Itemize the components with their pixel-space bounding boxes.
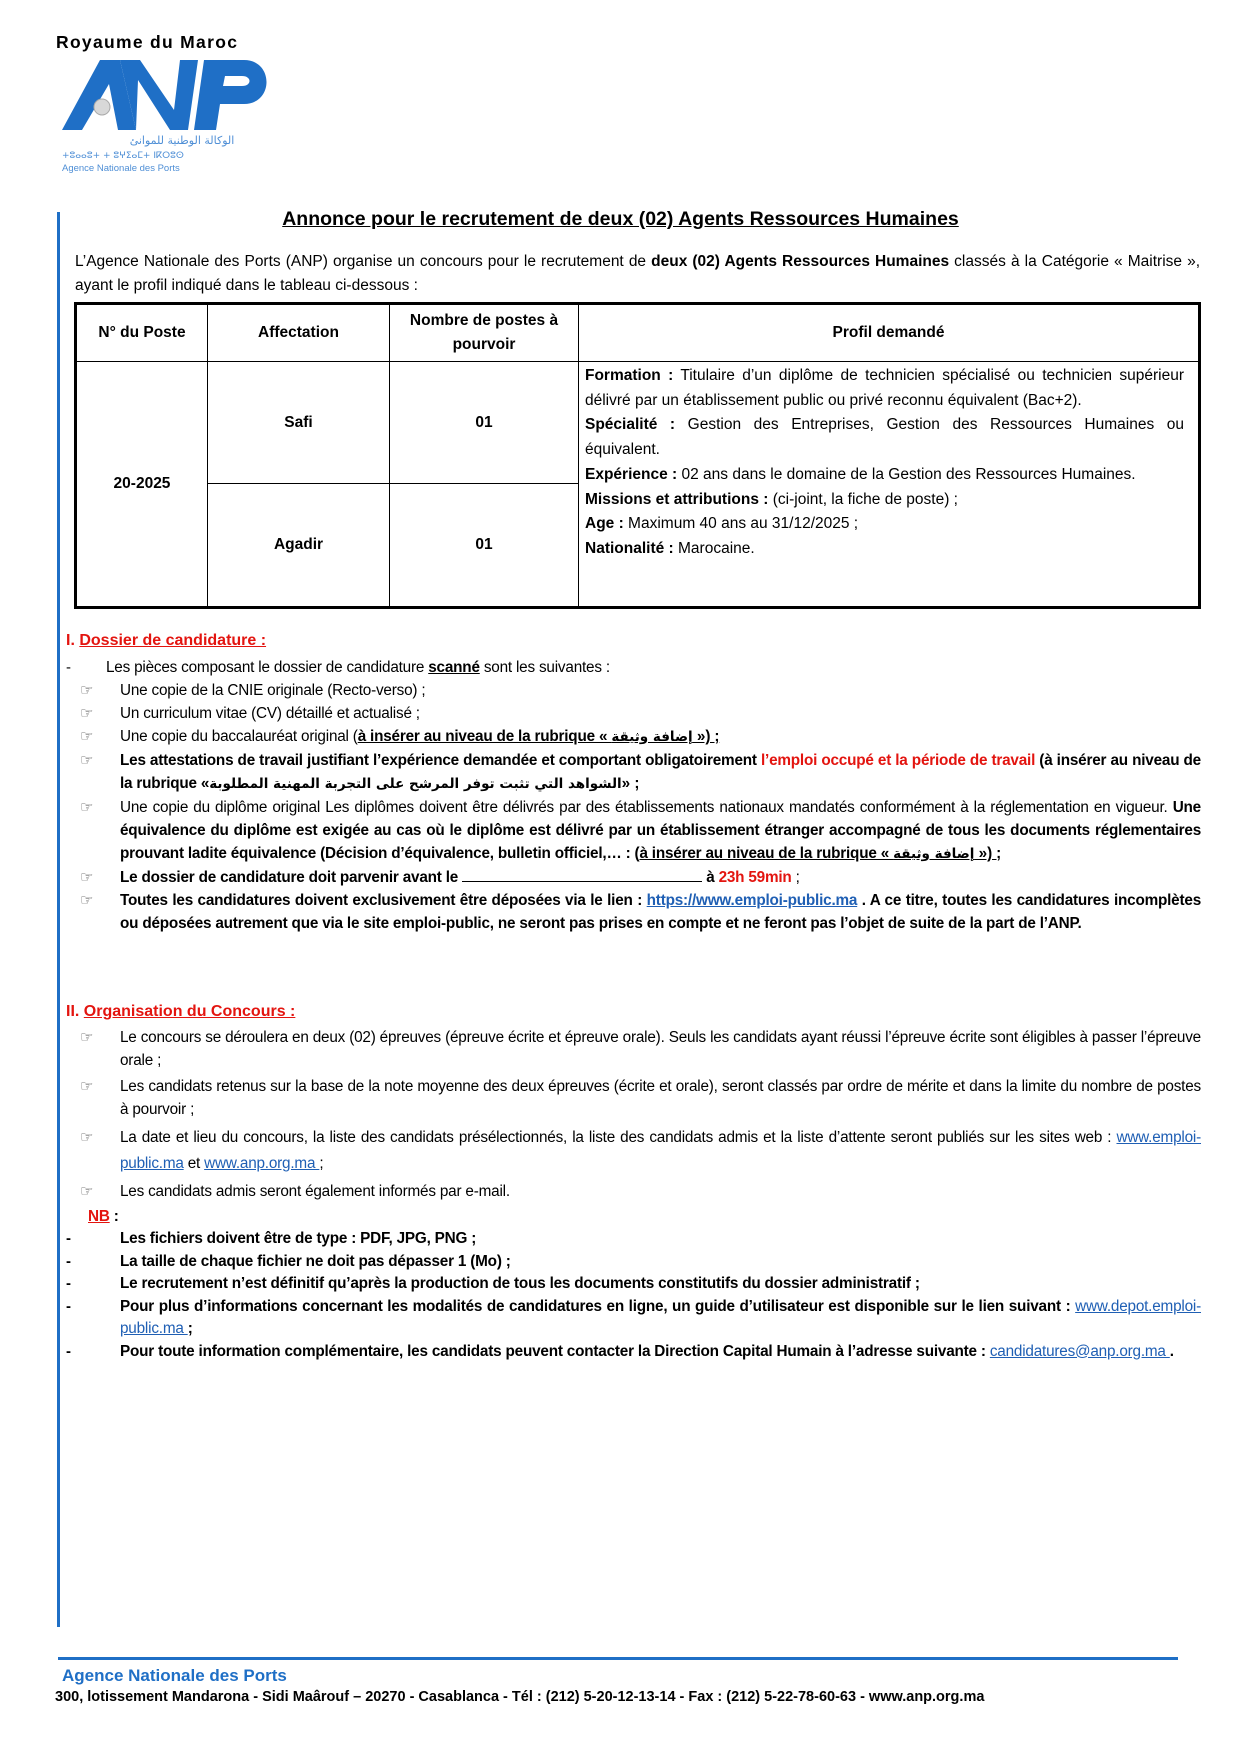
list-item: - Les fichiers doivent être de type : PDF, JPG, PNG ; bbox=[66, 1230, 477, 1247]
affectation-cell: Agadir bbox=[208, 484, 390, 608]
list-item: ☞ Une copie du baccalauréat original (à insérer au niveau de la rubrique « إضافة وثيقة ») ; bbox=[66, 725, 1201, 749]
list-item: ☞ Le concours se déroulera en deux (02) épreuves (épreuve écrite et épreuve orale). Seuls les candidats ayant réussi l’épreuve écrite sont éligibles à passer l’épreuve orale ; bbox=[80, 1029, 1201, 1069]
list-item: ☞ Un curriculum vitae (CV) détaillé et actualisé ; bbox=[66, 702, 1201, 725]
list-item: ☞ La date et lieu du concours, la liste des candidats présélectionnés, la liste des candidats admis et la liste d’attente seront publiés sur les sites web : www.emploi-public.ma et www.anp.org.ma ; bbox=[66, 1125, 1201, 1177]
hand-pointer-icon: ☞ bbox=[80, 752, 94, 769]
hand-pointer-icon: ☞ bbox=[80, 705, 94, 722]
page-title: Annonce pour le recrutement de deux (02) Agents Ressources Humaines bbox=[282, 208, 959, 230]
kingdom-label: Royaume du Maroc bbox=[56, 32, 239, 52]
intro-paragraph: L’Agence Nationale des Ports (ANP) organise un concours pour le recrutement de deux (02) Agents Ressources Humaines classés à la Catégorie « Maitrise », ayant le profil indiqué dans le tableau ci-dessous : bbox=[75, 253, 1201, 294]
profil-formation: Formation : Titulaire d’un diplôme de technicien spécialisé ou technicien supérieur délivré par un établissement public ou privé reconnu équivalent (Bac+2). bbox=[585, 367, 1184, 409]
hand-pointer-icon: ☞ bbox=[80, 1029, 94, 1046]
affectation-cell: Safi bbox=[208, 362, 390, 484]
section-heading-organisation: II. Organisation du Concours : bbox=[66, 1003, 296, 1020]
depot-guide-link[interactable]: www.depot.emploi-public.ma bbox=[120, 1297, 1201, 1337]
footer-address: 300, lotissement Mandarona - Sidi Maârouf – 20270 - Casablanca - Tél : (212) 5-20-12-13-14 - Fax : (212) 5-22-78-60-63 - www.anp.org.ma bbox=[55, 1689, 985, 1705]
nombre-cell: 01 bbox=[390, 484, 579, 608]
list-item: - Le recrutement n’est définitif qu’après la production de tous les documents constitutifs du dossier administratif ; bbox=[66, 1275, 920, 1292]
list-item: ☞ Les attestations de travail justifiant l’expérience demandée et comportant obligatoirement l’emploi occupé et la période de travail (à insérer au niveau de la rubrique «الشواهد التي تثبت توفر المرشح على التجربة المهنية المطلوبة» ; bbox=[66, 749, 1201, 796]
section-organisation-body bbox=[66, 1027, 1201, 1363]
hand-pointer-icon: ☞ bbox=[80, 1078, 94, 1095]
list-item: - Les pièces composant le dossier de candidature scanné sont les suivantes : bbox=[66, 659, 610, 676]
emploi-public-link[interactable]: www.emploi-public.ma bbox=[120, 1129, 1201, 1172]
col-header-nombre: Nombre de postes à pourvoir bbox=[390, 304, 579, 362]
col-header-profil: Profil demandé bbox=[579, 304, 1200, 362]
hand-pointer-icon: ☞ bbox=[80, 799, 94, 816]
list-item: ☞ Une copie du diplôme original Les diplômes doivent être délivrés par des établissements nationaux mandatés conformément à la réglementation en vigueur. Une équivalence du diplôme est exigée au cas où le diplôme est délivré par un établissement étranger accompagné de tous les documents réglementaires prouvant ladite équivalence (Décision d’équivalence, bulletin officiel,… : (à insérer au niveau de la rubrique « إضافة وثيقة ») ; bbox=[66, 796, 1201, 866]
col-header-poste: N° du Poste bbox=[76, 304, 208, 362]
profil-nationalite: Nationalité : Marocaine. bbox=[585, 539, 755, 557]
hand-pointer-icon: ☞ bbox=[80, 892, 94, 909]
poste-number: 20-2025 bbox=[76, 362, 208, 608]
table-header-row bbox=[76, 304, 1200, 362]
svg-text:الوكالة الوطنية للموانئ: الوكالة الوطنية للموانئ bbox=[129, 134, 235, 147]
list-item: - Pour toute information complémentaire, les candidats peuvent contacter la Direction Capital Humain à l’adresse suivante : candidatures@anp.org.ma . bbox=[66, 1342, 1174, 1360]
profil-specialite: Spécialité : Gestion des Entreprises, Gestion des Ressources Humaines ou équivalent. bbox=[585, 416, 1185, 459]
list-item: - La taille de chaque fichier ne doit pas dépasser 1 (Mo) ; bbox=[66, 1252, 511, 1270]
left-margin-rule bbox=[57, 212, 60, 1627]
deadline-blank bbox=[462, 867, 702, 882]
emploi-public-link[interactable]: https://www.emploi-public.ma bbox=[646, 892, 858, 909]
footer-org-name: Agence Nationale des Ports bbox=[62, 1666, 287, 1685]
list-item: ☞ Les candidats admis seront également informés par e-mail. bbox=[66, 1181, 1201, 1204]
profil-missions: Missions et attributions : (ci-joint, la fiche de poste) ; bbox=[585, 490, 958, 508]
profil-experience: Expérience : 02 ans dans le domaine de la Gestion des Ressources Humaines. bbox=[585, 465, 1136, 483]
svg-text:Agence Nationale des Ports: Agence Nationale des Ports bbox=[62, 163, 180, 174]
positions-table bbox=[74, 302, 1201, 609]
hand-pointer-icon: ☞ bbox=[80, 682, 94, 699]
list-item: ☞ Une copie de la CNIE originale (Recto-verso) ; bbox=[66, 679, 1201, 702]
list-item: - Pour plus d’informations concernant les modalités de candidatures en ligne, un guide d’utilisateur est disponible sur le lien suivant : www.depot.emploi-public.ma ; bbox=[66, 1297, 1201, 1337]
contact-email-link[interactable]: candidatures@anp.org.ma bbox=[989, 1342, 1170, 1360]
hand-pointer-icon: ☞ bbox=[80, 869, 94, 886]
hand-pointer-icon: ☞ bbox=[80, 728, 94, 745]
anp-logo bbox=[62, 58, 302, 198]
profil-cell bbox=[579, 362, 1200, 608]
section-heading-dossier: I. Dossier de candidature : bbox=[66, 632, 267, 649]
hand-pointer-icon: ☞ bbox=[80, 1129, 94, 1146]
anp-logo-icon bbox=[62, 58, 302, 198]
svg-text:+ⵓⴰⴰⵓ+ + ⵓⵖⵉⴰⵎ+ Iⴽⵔⵓⵙ: +ⵓⴰⴰⵓ+ + ⵓⵖⵉⴰⵎ+ Iⴽⵔⵓⵙ bbox=[62, 151, 184, 161]
list-item: ☞ Toutes les candidatures doivent exclusivement être déposées via le lien : https://www.emploi-public.ma . A ce titre, toutes les candidatures incomplètes ou déposées autrement que via le site emploi-public, ne seront pas prises en compte et ne feront pas l’objet de suite de la part de l’ANP. bbox=[66, 889, 1201, 935]
list-item: ☞ Le dossier de candidature doit parvenir avant le à 23h 59min ; bbox=[66, 866, 1201, 889]
nombre-cell: 01 bbox=[390, 362, 579, 484]
footer-rule bbox=[58, 1657, 1178, 1660]
anp-website-link[interactable]: www.anp.org.ma bbox=[204, 1155, 320, 1172]
nb-heading: NB : bbox=[88, 1207, 119, 1225]
table-row bbox=[76, 362, 1200, 484]
col-header-affectation: Affectation bbox=[208, 304, 390, 362]
hand-pointer-icon: ☞ bbox=[80, 1183, 94, 1200]
list-item: ☞ Les candidats retenus sur la base de la note moyenne des deux épreuves (écrite et orale), seront classés par ordre de mérite et dans la limite du nombre de postes à pourvoir ; bbox=[80, 1078, 1201, 1118]
section-dossier-body bbox=[66, 656, 1201, 935]
profil-age: Age : Maximum 40 ans au 31/12/2025 ; bbox=[585, 515, 859, 533]
